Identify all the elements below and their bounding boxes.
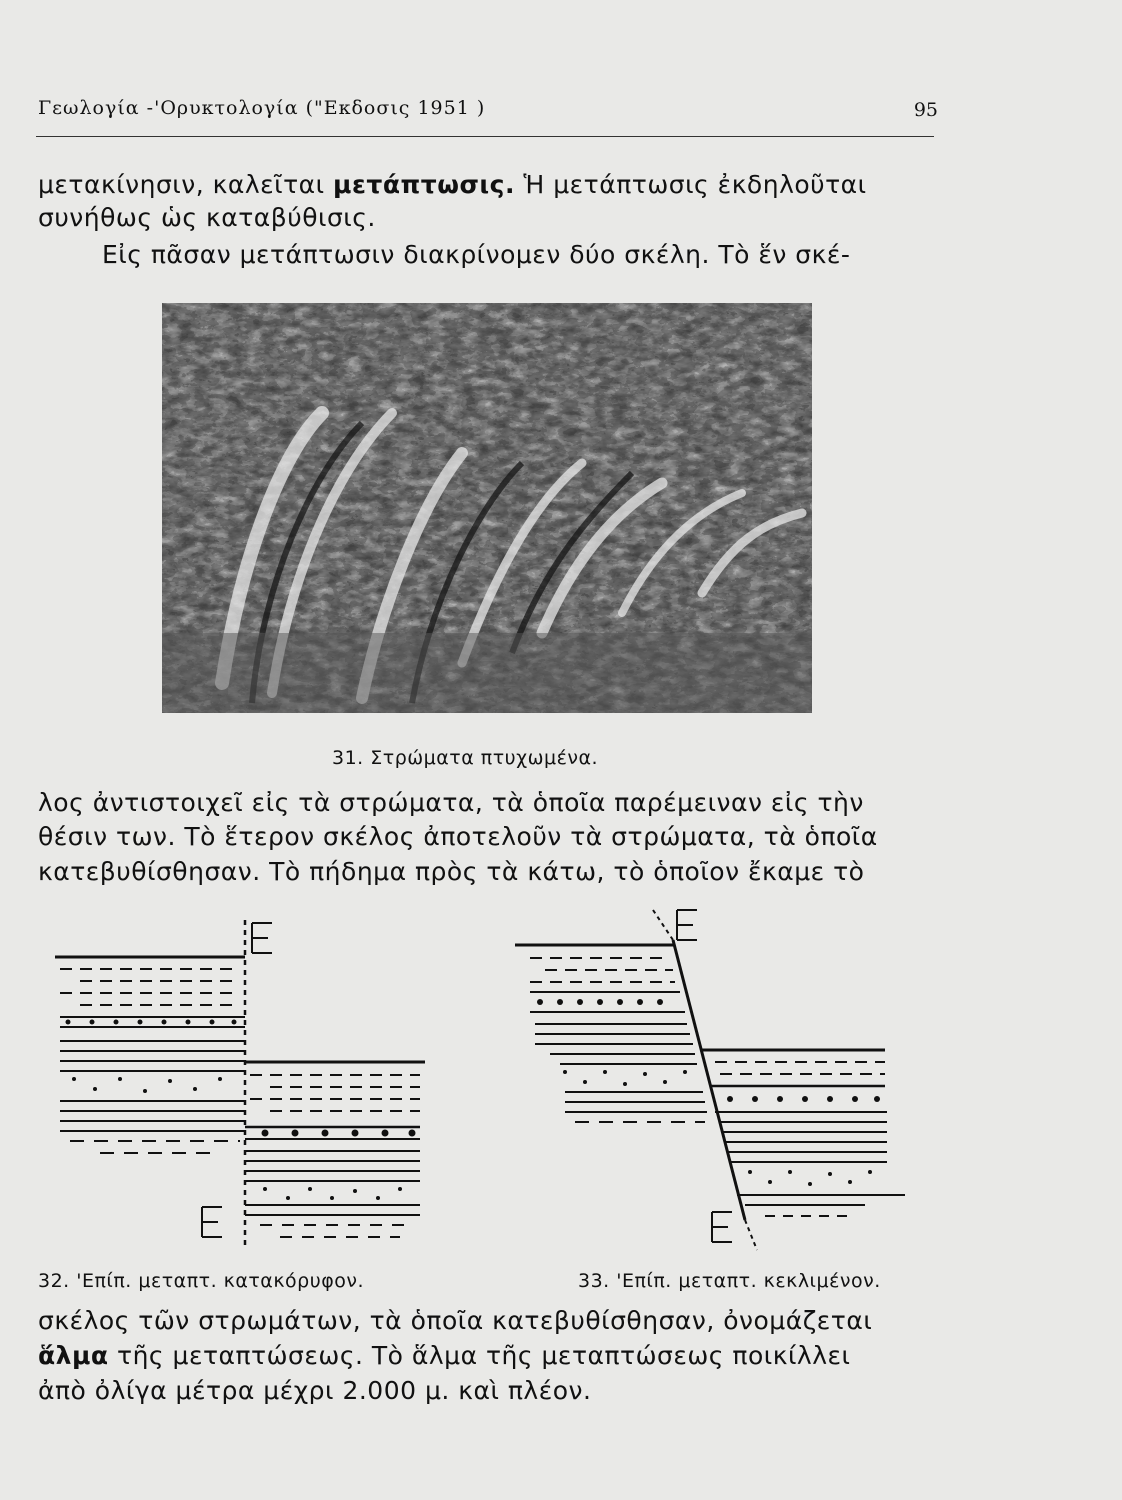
figure-33-inclined-fault-diagram [505, 900, 915, 1260]
folded-strata-photo [162, 303, 812, 713]
header-title: Γεωλογία -'Ορυκτολογία ("Εκδοσις 1951 ) [38, 97, 486, 119]
paragraph-1-line-1 [38, 170, 867, 199]
page-number: 95 [913, 99, 938, 121]
figure-32-caption: 32. 'Επίπ. μεταπτ. κατακόρυφον. [38, 1270, 365, 1292]
paragraph-3-line-3: ἀπὸ ὀλίγα μέτρα μέχρι 2.000 μ. καὶ πλέον. [38, 1376, 592, 1405]
figure-31-caption: 31. Στρώματα πτυχωμένα. [332, 747, 599, 769]
text-run: Ἡ μετάπτωσις ἐκδηλοῦται [514, 170, 867, 199]
paragraph-1-line-2: συνήθως ὡς καταβύθισις. [38, 203, 376, 232]
paragraph-2-line-3: κατεβυθίσθησαν. Τὸ πήδημα πρὸς τὰ κάτω, τὸ ὁποῖον ἔκαμε τὸ [38, 857, 865, 886]
paragraph-2-line-1: λος ἀντιστοιχεῖ εἰς τὰ στρώματα, τὰ ὁποῖα παρέμειναν εἰς τὴν [38, 788, 864, 817]
paragraph-1-line-3: Εἰς πᾶσαν μετάπτωσιν διακρίνομεν δύο σκέλη. Τὸ ἕν σκέ- [102, 240, 851, 269]
running-header [38, 97, 938, 127]
paragraph-3-line-1: σκέλος τῶν στρωμάτων, τὰ ὁποῖα κατεβυθίσθησαν, ὀνομάζεται [38, 1306, 873, 1335]
header-rule [36, 136, 934, 137]
term-metaptosis: μετάπτωσις. [333, 170, 515, 199]
figure-33-caption: 33. 'Επίπ. μεταπτ. κεκλιμένον. [578, 1270, 881, 1292]
term-halma: ἅλμα [38, 1341, 109, 1370]
paragraph-2-line-2: θέσιν των. Τὸ ἕτερον σκέλος ἀποτελοῦν τὰ στρώματα, τὰ ὁποῖα [38, 822, 878, 851]
text-run: μετακίνησιν, καλεῖται [38, 170, 334, 199]
text-run: τῆς μεταπτώσεως. Τὸ ἅλμα τῆς μεταπτώσεως ποικίλλει [108, 1341, 851, 1370]
paragraph-3-line-2 [38, 1341, 850, 1370]
figure-32-vertical-fault-diagram [40, 905, 440, 1245]
